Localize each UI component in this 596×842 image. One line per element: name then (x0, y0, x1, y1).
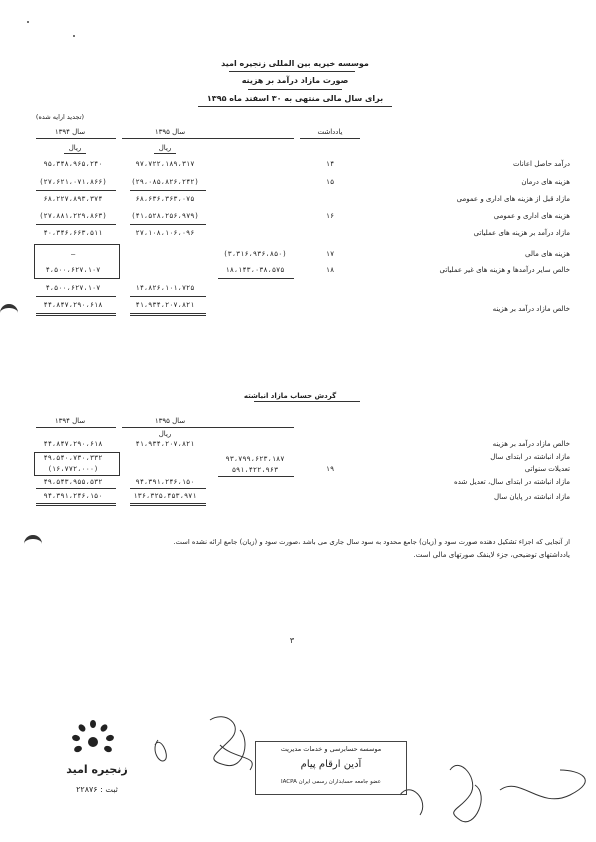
header-rule (122, 138, 294, 139)
col-notes-header: یادداشت (317, 128, 343, 136)
unit-1395: ریال (158, 144, 172, 152)
row-note: ۱۵ (325, 178, 335, 186)
header-underline (229, 71, 355, 72)
row-note: ۱۷ (325, 250, 335, 258)
row-label-donations: درآمد حاصل اعانات (513, 160, 570, 168)
header-rule (36, 138, 116, 139)
cell-1394: (۱۶،۷۷۲،۰۰۰) (47, 465, 99, 473)
sun-burst-logo-icon (70, 718, 116, 758)
header-underline (198, 106, 392, 107)
cell-1395: ۶۸،۶۳۶،۳۶۳،۰۷۵ (135, 195, 195, 203)
col-1394-header: سال ۱۳۹۴ (54, 417, 86, 425)
cell-1394: ۹۴،۳۹۱،۲۴۶،۱۵۰ (43, 492, 103, 500)
row-label-finance-costs: هزینه های مالی (525, 250, 570, 258)
cell-1394: ۴۹،۵۴۰،۷۳۰،۳۳۲ (43, 454, 103, 462)
total-rule (130, 505, 206, 506)
cell-1394: ۶۸،۲۲۷،۸۹۳،۳۷۴ (43, 195, 103, 203)
row-label-other-income: خالص سایر درآمدها و هزینه های غیر عملیاتی (439, 266, 570, 274)
row-note: ۱۶ (325, 212, 335, 220)
logo-registration: ثبت : ۲۲۸۷۶ (76, 785, 118, 794)
unit-underline (64, 153, 86, 154)
subtotal-rule (218, 476, 294, 477)
auditor-stamp (255, 741, 407, 795)
row-note: ۱۸ (325, 266, 335, 274)
cell-1395: ۴۱،۹۳۴،۲۰۷،۸۲۱ (135, 440, 195, 448)
total-rule (36, 505, 116, 506)
cell-1394: ۴۴،۸۴۷،۲۹۰،۶۱۸ (43, 301, 103, 309)
total-rule (130, 313, 206, 314)
header-rule (122, 427, 294, 428)
row-label-adjusted-opening: مازاد انباشته در ابتدای سال، تعدیل شده (454, 478, 570, 486)
subtotal-rule (36, 296, 116, 297)
cell-1395: (۲۹،۰۸۵،۸۲۶،۲۴۲) (131, 178, 199, 186)
cell-1394: ۴۴،۸۴۷،۲۹۰،۶۱۸ (43, 440, 103, 448)
row-note: ۱۹ (325, 465, 335, 473)
unit-1395: ریال (158, 430, 172, 438)
subtotal-rule (130, 224, 206, 225)
total-rule (36, 503, 116, 504)
logo-name: زنجیره امید (66, 763, 128, 776)
cell-1395: ۴۱،۹۳۴،۲۰۷،۸۲۱ (135, 301, 195, 309)
speck (73, 35, 75, 37)
subtotal-rule (36, 224, 116, 225)
stamp-line-2: آدین ارقام پیام (300, 759, 362, 770)
restated-note: (تجدید ارایه شده) (35, 113, 85, 121)
cell-1394: — (71, 250, 75, 258)
row-label-surplus-before-admin: مازاد قبل از هزینه های اداری و عمومی (456, 195, 570, 203)
unit-underline (154, 153, 176, 154)
row-label-prior-adjustments: تعدیلات سنواتی (524, 465, 570, 473)
boxed-cells (34, 244, 120, 279)
cell-sub: (۳،۳۱۶،۹۳۶،۸۵۰) (223, 250, 287, 258)
cell-1395: ۱۴،۸۲۶،۱۰۱،۷۲۵ (135, 284, 195, 292)
subtotal-rule (130, 190, 206, 191)
header-rule (36, 427, 116, 428)
statement-period: برای سال مالی منتهی به ۳۰ اسفند ماه ۱۳۹۵ (206, 94, 384, 103)
cell-1395: ۲۷،۱۰۸،۱۰۶،۰۹۶ (135, 229, 195, 237)
header-underline (248, 89, 342, 90)
subtotal-rule (218, 278, 294, 279)
cell-1394: (۲۷،۶۲۱،۰۷۱،۸۶۶) (39, 178, 107, 186)
page-number: ۳ (289, 636, 295, 645)
note-comprehensive-income: از آنجایی که اجزاء تشکیل دهنده صورت سود و (زیان) جامع محدود به سود سال جاری می باشد ،صورت سود و (زیان) جامع ارائه نشده است. (173, 538, 570, 546)
col-1395-header: سال ۱۳۹۵ (154, 417, 186, 425)
org-name: موسسه خیریه بین المللی زنجیره امید (221, 59, 369, 68)
cell-1394: ۴،۵۰۰،۶۲۷،۱۰۷ (45, 266, 101, 274)
cell-1395: ۱۳۶،۳۲۵،۴۵۳،۹۷۱ (133, 492, 197, 500)
cell-sub: ۱۸،۱۴۳،۰۳۸،۵۷۵ (225, 266, 285, 274)
cell-1394: ۹۵،۳۴۸،۹۶۵،۲۴۰ (43, 160, 103, 168)
row-label-net-surplus: خالص مازاد درآمد بر هزینه (492, 440, 570, 448)
col-1394-header: سال ۱۳۹۴ (54, 128, 86, 136)
stamp-line-1: موسسه حسابرسی و خدمات مدیریت (280, 745, 382, 753)
cell-1394: ۴،۵۰۰،۶۲۷،۱۰۷ (45, 284, 101, 292)
section-title: گردش حساب مازاد انباشته (243, 392, 337, 400)
cell-1395: ۹۴،۳۹۱،۲۴۶،۱۵۰ (135, 478, 195, 486)
subtotal-rule (36, 488, 116, 489)
cell-sub: ۹۳،۷۹۹،۶۲۳،۱۸۷ (225, 455, 285, 463)
total-rule (130, 503, 206, 504)
section-title-underline (254, 401, 360, 402)
subtotal-rule (130, 296, 206, 297)
cell-1395: ۹۷،۷۲۲،۱۸۹،۳۱۷ (135, 160, 195, 168)
row-label-treatment-costs: هزینه های درمان (521, 178, 570, 186)
subtotal-rule (36, 190, 116, 191)
scan-mark (0, 304, 18, 320)
total-rule (36, 313, 116, 314)
scan-mark (24, 535, 42, 551)
cell-sub: ۵۹۱،۴۲۲،۹۶۳ (231, 466, 279, 474)
speck (27, 21, 29, 23)
row-label-admin-costs: هزینه های اداری و عمومی (493, 212, 570, 220)
unit-1394: ریال (68, 144, 82, 152)
statement-title: صورت مازاد درآمد بر هزینه (241, 76, 349, 85)
row-label-closing-surplus: مازاد انباشته در پایان سال (494, 493, 570, 501)
boxed-cells (34, 452, 120, 476)
cell-1395: (۴۱،۵۲۸،۲۵۶،۹۷۹) (131, 212, 199, 220)
header-rule (300, 138, 360, 139)
note-explanatory: یادداشتهای توضیحی، جزء لاینفک صورتهای مالی است. (413, 551, 570, 559)
cell-1394: (۲۷،۸۸۱،۲۲۹،۸۶۳) (39, 212, 107, 220)
col-1395-header: سال ۱۳۹۵ (154, 128, 186, 136)
total-rule (130, 315, 206, 316)
logo-mark (70, 718, 116, 758)
stamp-line-3: عضو جامعه حسابداران رسمی ایران IACPA (281, 779, 381, 785)
subtotal-rule (130, 488, 206, 489)
row-label-opening-surplus: مازاد انباشته در ابتدای سال (490, 453, 570, 461)
row-note: ۱۴ (325, 160, 335, 168)
cell-1394: ۴۹،۵۴۳،۹۵۵،۵۳۲ (43, 478, 103, 486)
total-rule (36, 315, 116, 316)
cell-1394: ۴۰،۳۴۶،۶۶۳،۵۱۱ (43, 229, 103, 237)
row-label-operating-surplus: مازاد درآمد بر هزینه های عملیاتی (473, 229, 570, 237)
row-label-net-surplus: خالص مازاد درآمد بر هزینه (492, 305, 570, 313)
